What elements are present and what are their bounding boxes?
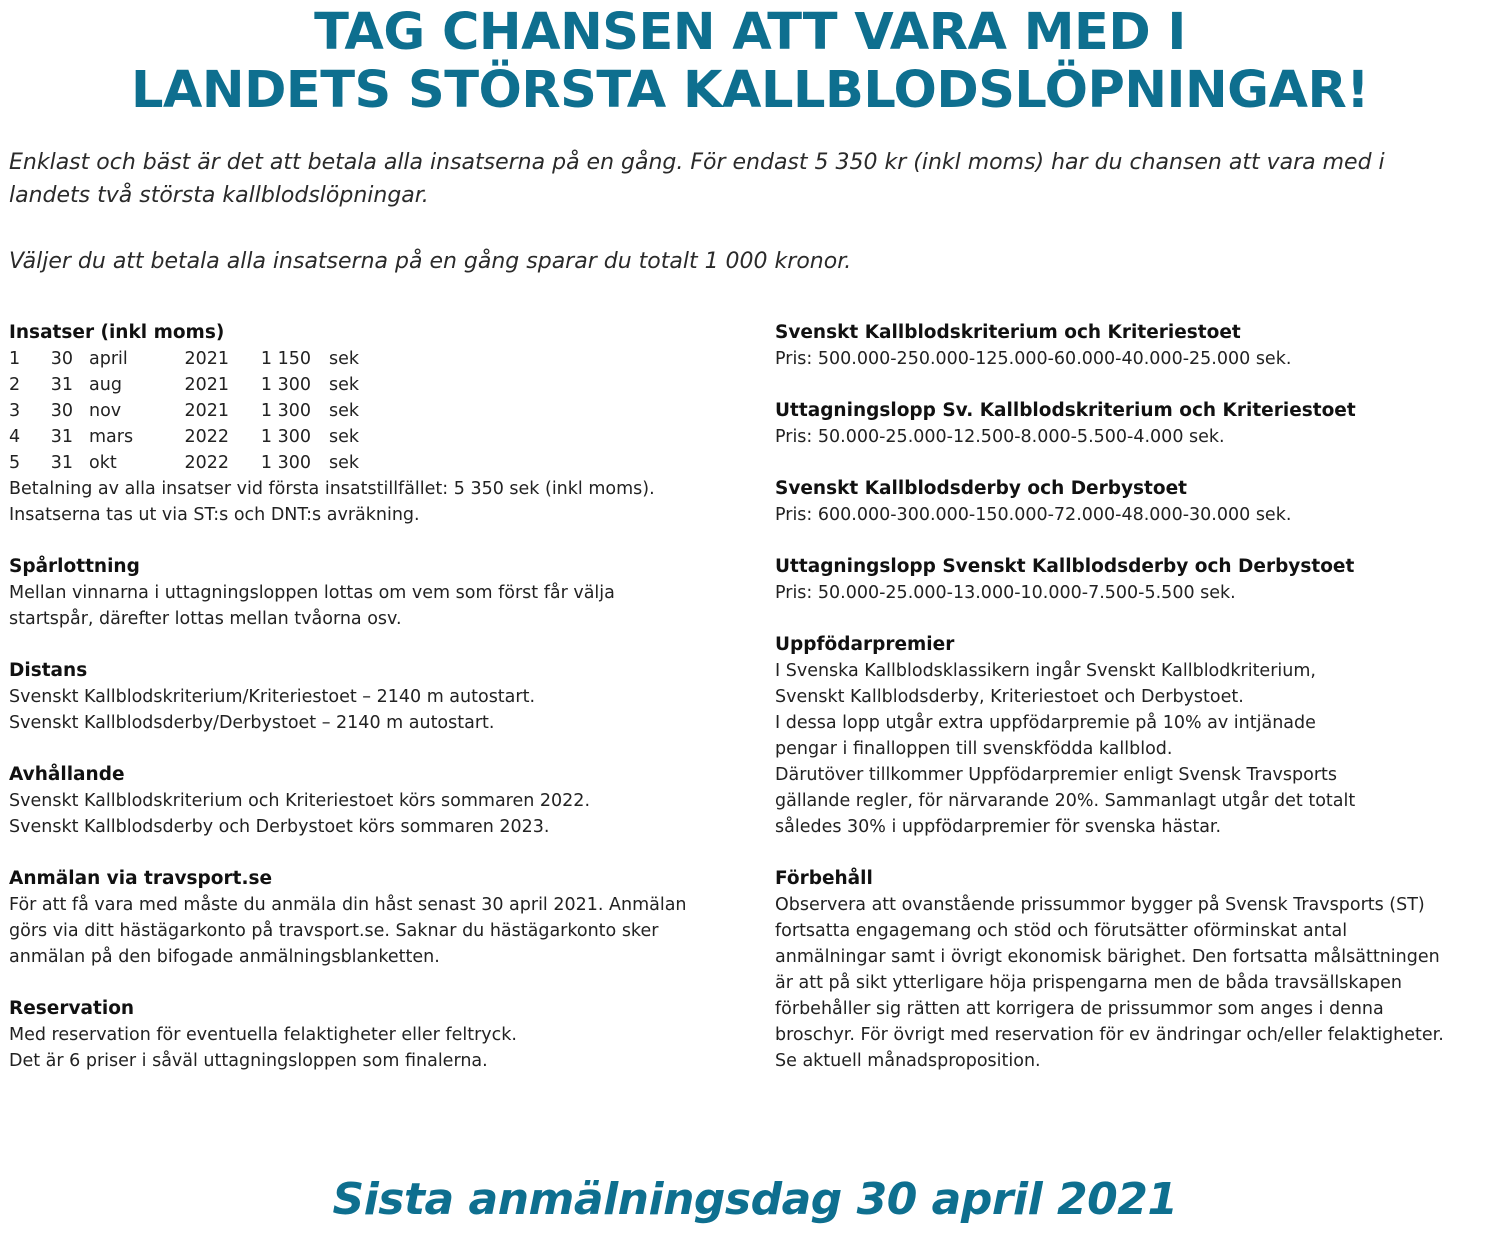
insats-nr: 5 xyxy=(9,453,21,473)
insats-day: 31 xyxy=(50,453,73,473)
section-title: Uttagningslopp Sv. Kallblodskriterium och Kriteriestoet xyxy=(775,400,1356,421)
section-uppfodarpremier xyxy=(775,632,1495,840)
text-line: är att på sikt ytterligare höja prispengarna men de båda travsällskapen xyxy=(775,973,1402,993)
text-line: förbehåller sig rätten att korrigera de prissummor som anges i denna xyxy=(775,999,1384,1019)
text-line: Svenskt Kallblodsderby och Derbystoet körs sommaren 2023. xyxy=(9,817,550,837)
text-line: görs via ditt hästägarkonto på travsport.se. Saknar du hästägarkonto sker xyxy=(9,921,659,941)
text-line: Med reservation för eventuella felaktigheter eller feltryck. xyxy=(9,1025,517,1045)
insats-currency: sek xyxy=(329,427,360,447)
table-row xyxy=(9,424,359,450)
text-line: Svenskt Kallblodskriterium/Kriteriestoet – 2140 m autostart. xyxy=(9,687,536,707)
section-title: Anmälan via travsport.se xyxy=(9,868,273,889)
insats-nr: 2 xyxy=(9,375,21,395)
table-row xyxy=(9,398,359,424)
insats-day: 31 xyxy=(50,375,73,395)
insats-year: 2021 xyxy=(184,375,229,395)
table-row xyxy=(9,372,359,398)
insats-amount: 1 300 xyxy=(260,375,311,395)
section-title: Reservation xyxy=(9,998,135,1019)
insats-amount: 1 150 xyxy=(260,349,311,369)
section-sparlottning xyxy=(9,554,749,632)
insats-nr: 3 xyxy=(9,401,21,421)
insats-month: okt xyxy=(89,453,117,473)
section-title: Förbehåll xyxy=(775,868,873,889)
section-title: Uppfödarpremier xyxy=(775,634,955,655)
table-row xyxy=(9,450,359,476)
insats-month: mars xyxy=(89,427,134,447)
text-line: således 30% i uppfödarpremier för svenska hästar. xyxy=(775,817,1222,837)
insats-currency: sek xyxy=(329,349,360,369)
section-anmalan xyxy=(9,866,749,970)
headline-line-1: TAG CHANSEN ATT VARA MED I xyxy=(314,3,1186,62)
section-title: Avhållande xyxy=(9,764,125,785)
text-line: startspår, därefter lottas mellan tvåorna osv. xyxy=(9,609,402,629)
section-title: Svenskt Kallblodskriterium och Kriteriestoet xyxy=(775,322,1241,343)
section-distans xyxy=(9,658,749,736)
text-line: anmälan på den bifogade anmälningsblanketten. xyxy=(9,947,440,967)
text-line: fortsatta engagemang och stöd och förutsätter oförminskat antal xyxy=(775,921,1348,941)
left-column xyxy=(9,320,749,1100)
insats-currency: sek xyxy=(329,401,360,421)
text-line: Pris: 600.000-300.000-150.000-72.000-48.000-30.000 sek. xyxy=(775,505,1292,525)
text-line: broschyr. För övrigt med reservation för ev ändringar och/eller felaktigheter. xyxy=(775,1025,1444,1045)
section-uttagning-kriterium xyxy=(775,398,1495,450)
insats-amount: 1 300 xyxy=(260,401,311,421)
section-title: Uttagningslopp Svenskt Kallblodsderby och Derbystoet xyxy=(775,556,1355,577)
headline-line-2: LANDETS STÖRSTA KALLBLODSLÖPNINGAR! xyxy=(130,61,1370,120)
section-forbehall xyxy=(775,866,1495,1074)
insats-day: 30 xyxy=(50,401,73,421)
section-title: Svenskt Kallblodsderby och Derbystoet xyxy=(775,478,1187,499)
insatser-note-2: Insatserna tas ut via ST:s och DNT:s avräkning. xyxy=(9,505,420,525)
deadline-footer: Sista anmälningsdag 30 april 2021 xyxy=(332,1174,1178,1225)
insats-year: 2022 xyxy=(184,453,229,473)
insats-year: 2022 xyxy=(184,427,229,447)
section-title: Spårlottning xyxy=(9,556,140,577)
section-kriterium xyxy=(775,320,1495,372)
text-line: gällande regler, för närvarande 20%. Sammanlagt utgår det totalt xyxy=(775,791,1356,811)
text-line: Pris: 500.000-250.000-125.000-60.000-40.000-25.000 sek. xyxy=(775,349,1292,369)
text-line: Observera att ovanstående prissummor bygger på Svensk Travsports (ST) xyxy=(775,895,1425,915)
insats-day: 30 xyxy=(50,349,73,369)
section-derby xyxy=(775,476,1495,528)
section-avhallande xyxy=(9,762,749,840)
text-line: pengar i finalloppen till svenskfödda kallblod. xyxy=(775,739,1173,759)
insats-nr: 1 xyxy=(9,349,21,369)
insats-day: 31 xyxy=(50,427,73,447)
intro-paragraph-2: Väljer du att betala alla insatserna på en gång sparar du totalt 1 000 kronor. xyxy=(9,249,852,274)
text-line: Det är 6 priser i såväl uttagningsloppen som finalerna. xyxy=(9,1051,488,1071)
section-title: Distans xyxy=(9,660,88,681)
insats-year: 2021 xyxy=(184,401,229,421)
insats-month: aug xyxy=(89,375,122,395)
text-line: För att få vara med måste du anmäla din håst senast 30 april 2021. Anmälan xyxy=(9,895,687,915)
insats-nr: 4 xyxy=(9,427,21,447)
text-line: Svenskt Kallblodsderby/Derbystoet – 2140 m autostart. xyxy=(9,713,495,733)
insatser-table xyxy=(9,346,359,476)
text-line: Därutöver tillkommer Uppfödarpremier enligt Svensk Travsports xyxy=(775,765,1338,785)
section-insatser xyxy=(9,320,749,528)
insats-currency: sek xyxy=(329,375,360,395)
insats-amount: 1 300 xyxy=(260,453,311,473)
text-line: Mellan vinnarna i uttagningsloppen lottas om vem som först får välja xyxy=(9,583,615,603)
insats-month: nov xyxy=(89,401,122,421)
section-uttagning-derby xyxy=(775,554,1495,606)
text-line: Svenskt Kallblodsderby, Kriteriestoet och Derbystoet. xyxy=(775,687,1244,707)
insats-amount: 1 300 xyxy=(260,427,311,447)
headline xyxy=(0,4,1500,120)
section-reservation xyxy=(9,996,749,1074)
text-line: I dessa lopp utgår extra uppfödarpremie på 10% av intjänade xyxy=(775,713,1316,733)
text-line: I Svenska Kallblodsklassikern ingår Svenskt Kallblodkriterium, xyxy=(775,661,1316,681)
insats-currency: sek xyxy=(329,453,360,473)
section-title: Insatser (inkl moms) xyxy=(9,322,225,343)
text-line: Pris: 50.000-25.000-13.000-10.000-7.500-5.500 sek. xyxy=(775,583,1236,603)
insats-month: april xyxy=(89,349,128,369)
text-line: anmälningar samt i övrigt ekonomisk bärighet. Den fortsatta målsättningen xyxy=(775,947,1440,967)
intro-paragraph-1: Enklast och bäst är det att betala alla insatserna på en gång. För endast 5 350 kr (inkl moms) har du chansen att vara med i landets två största kallblodslöpningar. xyxy=(9,150,1385,208)
table-row xyxy=(9,346,359,372)
intro xyxy=(9,146,1449,278)
text-line: Svenskt Kallblodskriterium och Kriteriestoet körs sommaren 2022. xyxy=(9,791,591,811)
insats-year: 2021 xyxy=(184,349,229,369)
text-line: Pris: 50.000-25.000-12.500-8.000-5.500-4.000 sek. xyxy=(775,427,1225,447)
right-column xyxy=(775,320,1495,1100)
text-line: Se aktuell månadsproposition. xyxy=(775,1051,1041,1071)
insatser-note-1: Betalning av alla insatser vid första insatstillfället: 5 350 sek (inkl moms). xyxy=(9,479,655,499)
